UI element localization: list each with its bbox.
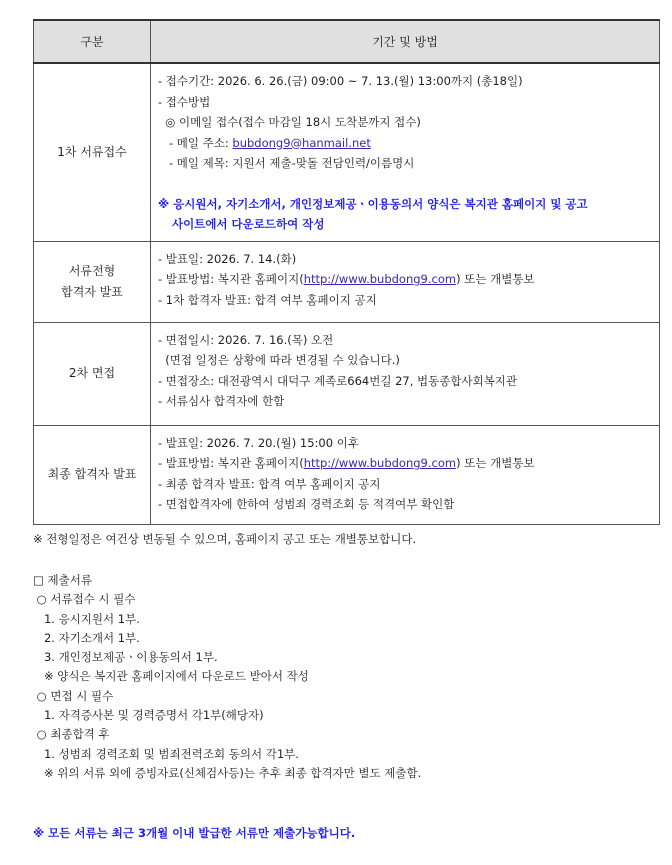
homepage-link[interactable]: http://www.bubdong9.com <box>303 456 457 470</box>
documents-item: 1. 자격증사본 및 경력증명서 각1부(해당자) <box>33 708 264 723</box>
detail-text: - 발표방법: 복지관 홈페이지( <box>158 456 304 470</box>
row-details <box>151 425 660 524</box>
detail-line: - 1차 합격자 발표: 합격 여부 홈페이지 공지 <box>158 292 377 307</box>
notice-line: ※ 응시원서, 자기소개서, 개인정보제공ㆍ이용동의서 양식은 복지관 홈페이지 및 공고 <box>158 196 588 211</box>
table-row <box>34 241 660 322</box>
table-row <box>34 425 660 524</box>
documents-item: 1. 응시지원서 1부. <box>33 611 140 626</box>
detail-line: - 최종 합격자 발표: 합격 여부 홈페이지 공지 <box>158 476 381 491</box>
detail-line: - 면접합격자에 한하여 성범죄 경력조회 등 적격여부 확인함 <box>158 497 455 511</box>
schedule-note-block <box>33 530 663 549</box>
table-row <box>34 322 660 425</box>
category-label: 서류전형 <box>68 263 116 278</box>
detail-line: - 서류심사 합격자에 한함 <box>158 394 285 408</box>
category-label: 1차 서류접수 <box>57 144 127 159</box>
detail-line: ◎ 이메일 접수(접수 마감일 18시 도착분까지 접수) <box>158 115 421 129</box>
detail-line: - 면접장소: 대전광역시 대덕구 계족로664번길 27, 법동종합사회복지관 <box>158 373 518 388</box>
category-label: 합격자 발표 <box>61 284 123 299</box>
documents-item: ○ 면접 시 필수 <box>33 688 114 703</box>
detail-line <box>158 453 653 474</box>
row-category <box>34 322 151 425</box>
detail-line: - 접수기간: 2026. 6. 26.(금) 09:00 ~ 7. 13.(월) 13:00까지 (총18일) <box>158 74 523 88</box>
final-notice: ※ 모든 서류는 최근 3개월 이내 발급한 서류만 제출가능합니다. <box>33 826 356 840</box>
schedule-note: ※ 전형일정은 여건상 변동될 수 있으며, 홈페이지 공고 또는 개별통보합니다. <box>33 532 417 546</box>
detail-line <box>158 133 653 154</box>
header-period-method: 기간 및 방법 <box>151 20 660 63</box>
detail-text: - 발표방법: 복지관 홈페이지( <box>158 272 304 286</box>
category-label: 최종 합격자 발표 <box>47 467 137 481</box>
documents-item: ○ 최종합격 후 <box>33 727 110 742</box>
detail-line: - 메일 제목: 지원서 제출-맞돌 전담인력/이름명시 <box>158 156 415 170</box>
notice-line: 사이트에서 다운로드하여 작성 <box>172 217 325 231</box>
detail-line <box>158 269 653 290</box>
download-notice <box>158 194 653 235</box>
detail-text: ) 또는 개별통보 <box>456 456 535 470</box>
detail-line: - 면접일시: 2026. 7. 16.(목) 오전 <box>158 332 334 347</box>
header-category: 구분 <box>34 20 151 63</box>
detail-line: - 접수방법 <box>158 94 211 109</box>
detail-line: - 발표일: 2026. 7. 14.(화) <box>158 251 297 266</box>
homepage-link[interactable]: http://www.bubdong9.com <box>303 272 457 286</box>
table-row <box>34 63 660 241</box>
documents-item: ○ 서류접수 시 필수 <box>33 592 136 607</box>
documents-section <box>33 571 663 783</box>
detail-line: (면접 일정은 상황에 따라 변경될 수 있습니다.) <box>158 353 400 367</box>
row-category <box>34 63 151 241</box>
detail-text: ) 또는 개별통보 <box>456 272 535 286</box>
documents-item: 3. 개인정보제공ㆍ이용동의서 1부. <box>33 650 218 665</box>
row-details <box>151 63 660 241</box>
documents-item: 1. 성범죄 경력조회 및 범죄전력조회 동의서 각1부. <box>33 746 299 761</box>
category-label: 2차 면접 <box>68 366 116 380</box>
table-header-row <box>34 20 660 63</box>
detail-line: - 발표일: 2026. 7. 20.(월) 15:00 이후 <box>158 435 359 450</box>
email-label: - 메일 주소: <box>158 135 233 150</box>
documents-item: ※ 위의 서류 외에 증빙자료(신체검사등)는 추후 최종 합격자만 별도 제출함. <box>33 765 422 780</box>
email-link[interactable]: bubdong9@hanmail.net <box>232 135 371 150</box>
row-details <box>151 322 660 425</box>
documents-item: ※ 양식은 복지관 홈페이지에서 다운로드 받아서 작성 <box>33 669 309 684</box>
documents-item: 2. 자기소개서 1부. <box>33 630 140 645</box>
row-category <box>34 241 151 322</box>
final-notice-block <box>33 824 663 843</box>
spacer <box>158 174 653 194</box>
row-details <box>151 241 660 322</box>
schedule-table <box>33 19 660 525</box>
row-category <box>34 425 151 524</box>
documents-title: □ 제출서류 <box>33 573 92 587</box>
